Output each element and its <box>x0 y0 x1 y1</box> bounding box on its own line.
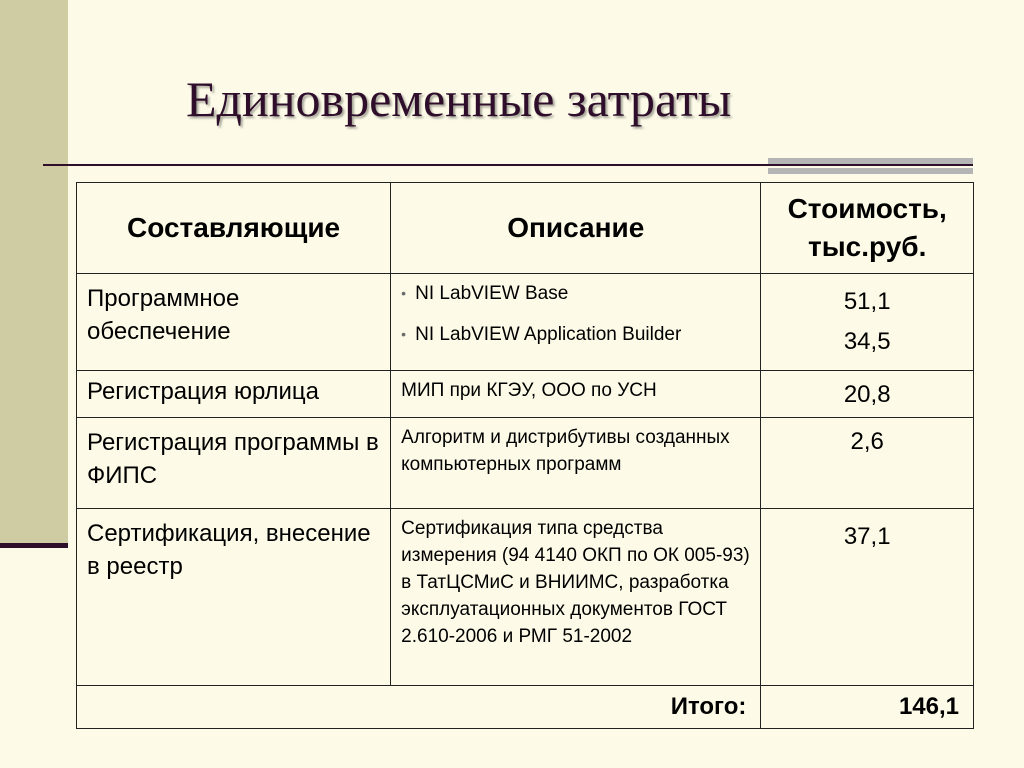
table-row <box>77 274 974 371</box>
title-divider-accent <box>768 158 973 179</box>
cost-value: 51,1 <box>843 288 891 315</box>
header-description: Описание <box>391 183 761 274</box>
cost-value: 34,5 <box>843 328 891 355</box>
total-label: Итого: <box>77 686 761 729</box>
row-component: Регистрация юрлица <box>77 371 391 418</box>
description-bullet: • NI LabVIEW Base <box>401 280 750 307</box>
side-decoration-band <box>0 0 68 546</box>
row-cost: 20,8 <box>761 371 974 418</box>
table-total-row <box>77 686 974 729</box>
row-cost: 2,6 <box>761 418 974 509</box>
costs-table <box>76 182 974 729</box>
row-description <box>391 274 761 371</box>
row-component: Программное обеспечение <box>77 274 391 371</box>
total-value: 146,1 <box>761 686 974 729</box>
row-cost <box>761 274 974 371</box>
table-row <box>77 418 974 509</box>
row-description: МИП при КГЭУ, ООО по УСН <box>391 371 761 418</box>
header-components: Составляющие <box>77 183 391 274</box>
row-description: Сертификация типа средства измерения (94 4140 ОКП по ОК 005-93) в ТатЦСМиС и ВНИИМС, разработка эксплуатационных документов ГОСТ 2.610-2006 и РМГ 51-2002 <box>391 509 761 686</box>
table-header-row <box>77 183 974 274</box>
side-decoration-rule <box>0 543 68 548</box>
table-row <box>77 509 974 686</box>
row-description: Алгоритм и дистрибутивы созданных компьютерных программ <box>391 418 761 509</box>
row-component: Сертификация, внесение в реестр <box>77 509 391 686</box>
header-cost: Стоимость, тыс.руб. <box>761 183 974 274</box>
description-bullet: • NI LabVIEW Application Builder <box>401 321 750 348</box>
slide-title: Единовременные затраты <box>186 71 732 127</box>
row-cost: 37,1 <box>761 509 974 686</box>
table-row <box>77 371 974 418</box>
row-component: Регистрация программы в ФИПС <box>77 418 391 509</box>
